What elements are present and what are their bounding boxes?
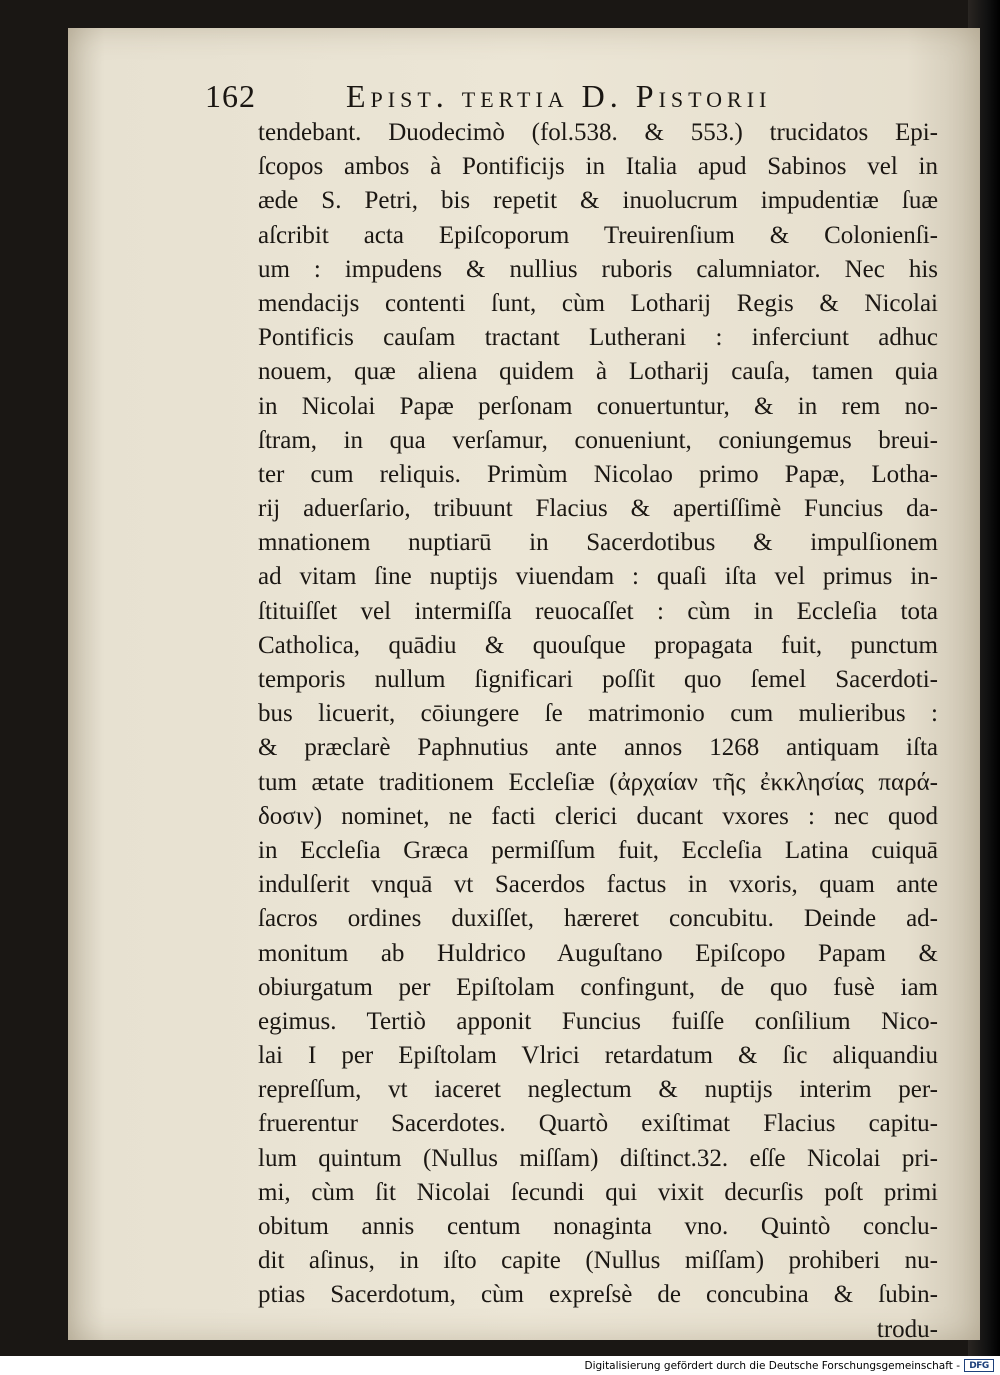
text-line: temporis nullum ſignificari poſſit quo ſemel Sacerdoti-: [258, 666, 938, 693]
funding-credit: Digitalisierung gefördert durch die Deutsche Forschungsgemeinschaft -: [584, 1359, 960, 1372]
text-line: obiurgatum per Epiſtolam confingunt, de quo fusè iam: [258, 973, 938, 1001]
text-line: Catholica, quādiu & quouſque propagata fuit, punctum: [258, 631, 938, 659]
text-line: æde S. Petri, bis repetit & inuolucrum impudentiæ ſuæ: [258, 187, 938, 215]
text-line: repreſſum, vt iaceret neglectum & nuptijs interim per-: [258, 1076, 938, 1104]
text-line: tum ætate traditionem Eccleſiæ (ἀρχαίαν τῆς ἐκκλησίας παρά-: [258, 768, 938, 796]
text-line: mendacijs contenti ſunt, cùm Lotharij Regis & Nicolai: [258, 289, 938, 317]
text-line: nouem, quæ aliena quidem à Lotharij cauſa, tamen quia: [258, 358, 938, 386]
footer-bar: [0, 1356, 1000, 1375]
text-line: lum quintum (Nullus miſſam) diſtinct.32. eſſe Nicolai pri-: [258, 1144, 938, 1172]
text-line: dit aſinus, in iſto capite (Nullus miſſam) prohiberi nu-: [258, 1247, 938, 1275]
text-line: ad vitam ſine nuptijs viuendam : quaſi iſta vel primus in-: [258, 563, 938, 591]
text-line: ſacros ordines duxiſſet, hæreret concubitu. Deinde ad-: [258, 905, 938, 933]
text-line: ſcopos ambos à Pontificijs in Italia apud Sabinos vel in: [258, 153, 938, 181]
text-line: ſtituiſſet vel intermiſſa reuocaſſet : cùm in Eccleſia tota: [258, 597, 938, 625]
text-line: tendebant. Duodecimò (fol.538. & 553.) trucidatos Epi-: [258, 119, 938, 146]
text-line: Pontificis cauſam tractant Lutherani : inferciunt adhuc: [258, 324, 938, 352]
page-number: 162: [205, 78, 256, 114]
running-title: Epist. tertia D. Pistorii: [346, 78, 772, 114]
text-line: lai I per Epiſtolam Vlrici retardatum & ſic aliquandiu: [258, 1042, 938, 1070]
text-line: ptias Sacerdotum, cùm expreſsè de concubina & ſubin-: [258, 1281, 938, 1309]
text-line: mi, cùm ſit Nicolai ſecundi qui vixit decurſis poſt primi: [258, 1178, 938, 1206]
text-line: ter cum reliquis. Primùm Nicolao primo Papæ, Lotha-: [258, 460, 938, 488]
text-line: fruerentur Sacerdotes. Quartò exiſtimat Flacius capitu-: [258, 1110, 938, 1138]
text-line: ſtram, in qua verſamur, conueniunt, coniungemus breui-: [258, 426, 938, 454]
text-line: δοσιν) nominet, ne facti clerici ducant vxores : nec quod: [258, 802, 938, 830]
text-line: trodu-: [876, 1315, 938, 1343]
text-line: & præclarè Paphnutius ante annos 1268 antiquam iſta: [258, 734, 938, 762]
page-body: [258, 116, 938, 1347]
text-line: obitum annis centum nonaginta vno. Quintò conclu-: [258, 1213, 938, 1240]
text-line: egimus. Tertiò apponit Funcius fuiſſe conſilium Nico-: [258, 1007, 938, 1035]
dfg-logo: [964, 1359, 994, 1372]
text-line: in Nicolai Papæ perſonam conuertuntur, & in rem no-: [258, 392, 938, 420]
text-line: in Eccleſia Græca permiſſum fuit, Eccleſia Latina cuiquā: [258, 836, 938, 864]
text-line: bus licuerit, cōiungere ſe matrimonio cum mulieribus :: [258, 700, 938, 728]
text-line: um : impudens & nullius ruboris calumniator. Nec his: [258, 255, 938, 283]
text-line: rij aduerſario, tribuunt Flacius & apertiſſimè Funcius da-: [258, 495, 938, 523]
text-line: monitum ab Huldrico Auguſtano Epiſcopo Papam &: [258, 939, 938, 967]
text-line: mnationem nuptiarū in Sacerdotibus & impulſionem: [258, 529, 938, 557]
text-line: indulſerit vnquā vt Sacerdos factus in vxoris, quam ante: [258, 871, 938, 899]
dfg-logo-text: DFG: [969, 1360, 989, 1371]
text-line: aſcribit acta Epiſcoporum Treuirenſium & Colonienſi-: [258, 221, 938, 249]
